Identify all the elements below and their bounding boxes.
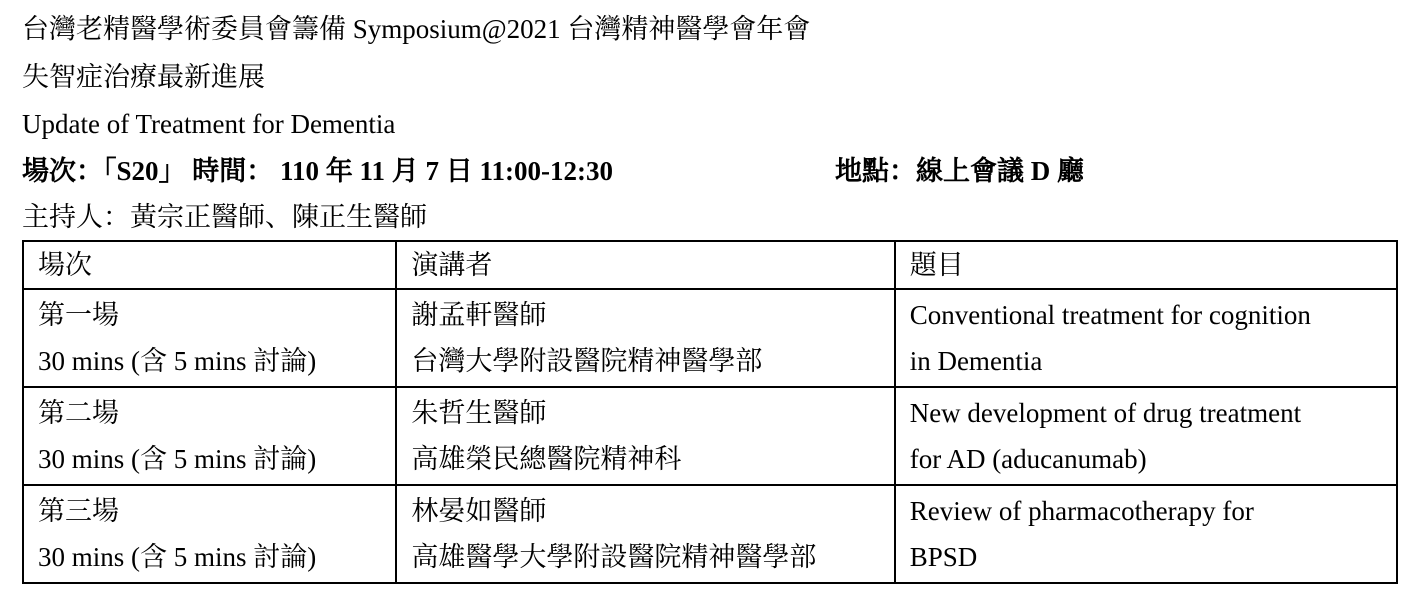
speaker-cell (396, 387, 894, 485)
topic-line: for AD (aducanumab) (909, 444, 1147, 474)
column-header-session: 場次 (23, 241, 396, 289)
session-cell (23, 485, 396, 583)
session-cell (23, 387, 396, 485)
topic-line: in Dementia (909, 346, 1043, 376)
symposium-title-zh: 失智症治療最新進展 (22, 62, 265, 92)
speaker-cell (396, 289, 894, 387)
table-header-row (23, 241, 1397, 289)
topic-cell (895, 289, 1397, 387)
column-header-speaker: 演講者 (396, 241, 894, 289)
session-duration: 30 mins (含 5 mins 討論) (38, 444, 317, 474)
topic-cell (895, 387, 1397, 485)
speaker-affiliation: 高雄醫學大學附設醫院精神醫學部 (411, 542, 817, 572)
topic-line: BPSD (909, 542, 978, 572)
speaker-affiliation: 高雄榮民總醫院精神科 (411, 444, 682, 474)
symposium-title-en: Update of Treatment for Dementia (22, 109, 396, 139)
table-row (23, 485, 1397, 583)
event-title: 台灣老精醫學術委員會籌備 Symposium@2021 台灣精神醫學會年會 (22, 14, 811, 44)
table-row (23, 387, 1397, 485)
topic-line: Conventional treatment for cognition (909, 300, 1311, 330)
session-label: 第三場 (38, 496, 119, 526)
column-header-topic: 題目 (895, 241, 1397, 289)
moderators: 主持人：黃宗正醫師、陳正生醫師 (22, 202, 427, 232)
topic-line: New development of drug treatment (909, 398, 1302, 428)
session-time: 場次：「S20」 時間： 110 年 11 月 7 日 11:00-12:30 (22, 156, 614, 186)
session-label: 第一場 (38, 300, 119, 330)
session-cell (23, 289, 396, 387)
speaker-name: 朱哲生醫師 (411, 398, 547, 428)
session-duration: 30 mins (含 5 mins 討論) (38, 542, 317, 572)
speaker-affiliation: 台灣大學附設醫院精神醫學部 (411, 346, 763, 376)
topic-cell (895, 485, 1397, 583)
session-label: 第二場 (38, 398, 119, 428)
topic-line: Review of pharmacotherapy for (909, 496, 1254, 526)
table-row (23, 289, 1397, 387)
agenda-table (22, 240, 1398, 584)
session-location: 地點：線上會議 D 廳 (835, 156, 1084, 186)
speaker-name: 謝孟軒醫師 (411, 300, 547, 330)
speaker-cell (396, 485, 894, 583)
session-duration: 30 mins (含 5 mins 討論) (38, 346, 317, 376)
speaker-name: 林晏如醫師 (411, 496, 547, 526)
